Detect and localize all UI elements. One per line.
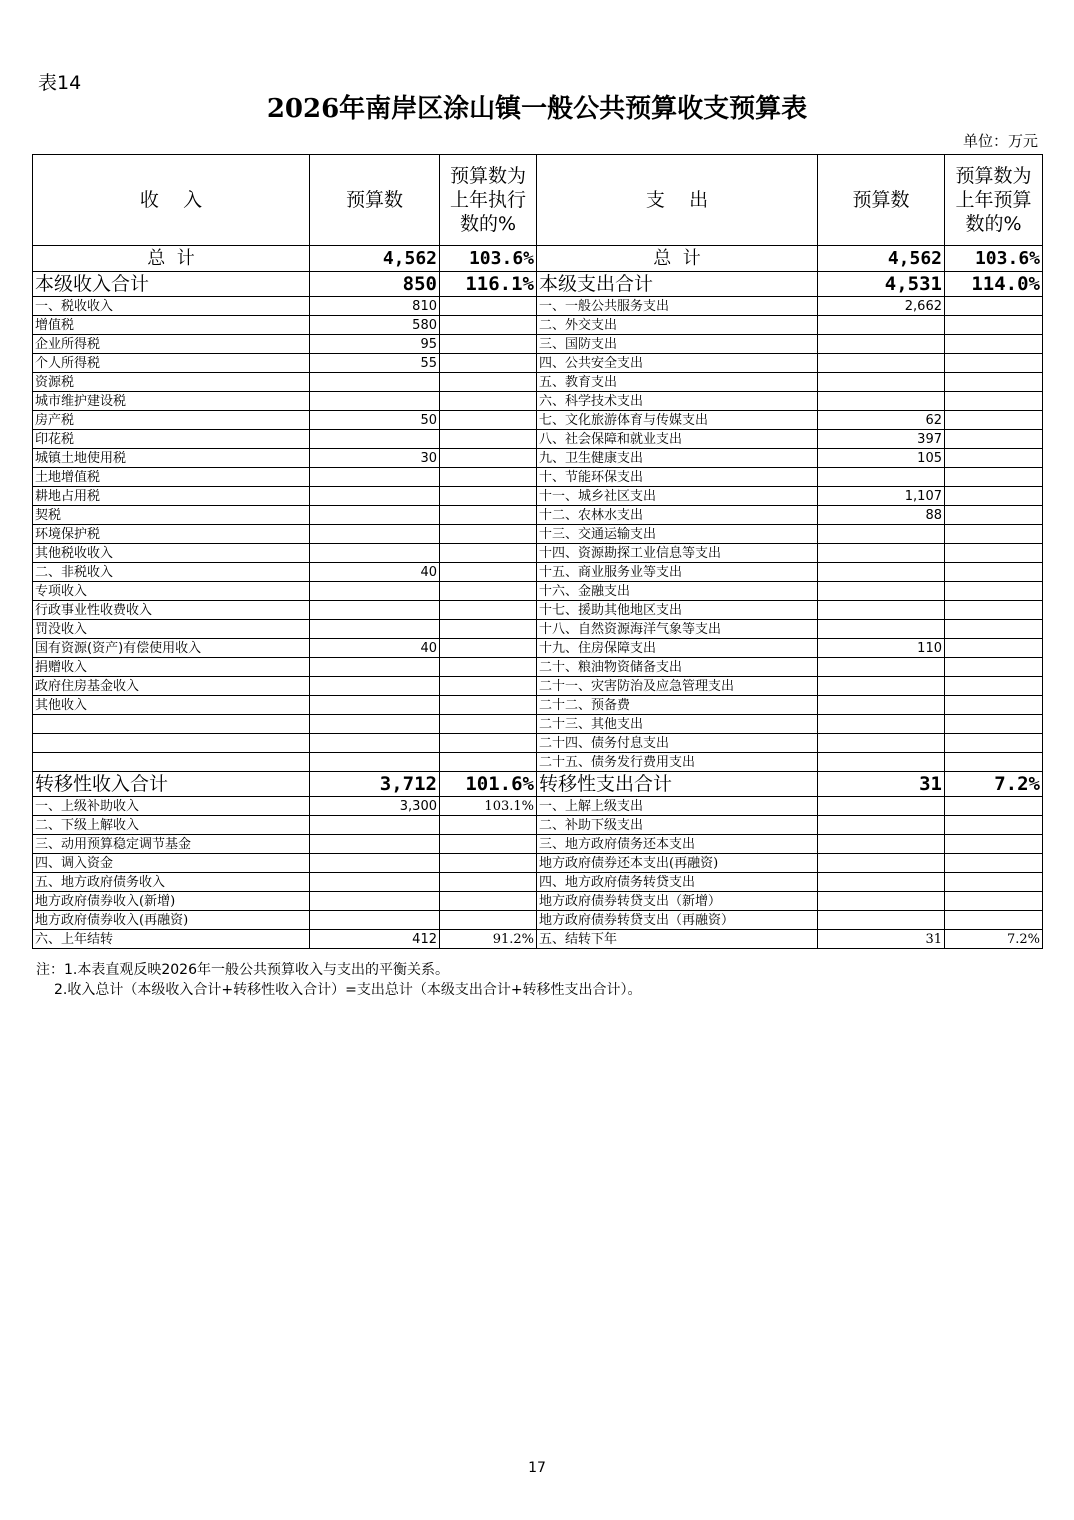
expense-budget [818, 468, 945, 487]
income-budget [310, 525, 440, 544]
income-budget: 40 [310, 563, 440, 582]
expense-budget: 2,662 [818, 297, 945, 316]
expense-budget [818, 392, 945, 411]
income-budget [310, 816, 440, 835]
expense-pct [945, 658, 1043, 677]
header-income-pct: 预算数为上年执行数的% [440, 155, 537, 246]
income-item [33, 715, 310, 734]
table-row [33, 677, 1043, 696]
expense-budget [818, 911, 945, 930]
transfer-income-pct: 101.6% [440, 772, 537, 797]
income-budget [310, 620, 440, 639]
expense-pct [945, 582, 1043, 601]
header-expense-budget: 预算数 [818, 155, 945, 246]
income-budget: 412 [310, 930, 440, 949]
expense-budget: 105 [818, 449, 945, 468]
expense-item: 十、节能环保支出 [537, 468, 818, 487]
expense-item: 八、社会保障和就业支出 [537, 430, 818, 449]
expense-pct [945, 411, 1043, 430]
unit-label: 单位：万元 [962, 132, 1038, 150]
table-row [33, 430, 1043, 449]
income-budget [310, 677, 440, 696]
expense-pct [945, 506, 1043, 525]
expense-item: 十九、住房保障支出 [537, 639, 818, 658]
income-budget: 3,300 [310, 797, 440, 816]
expense-budget [818, 525, 945, 544]
income-pct: 103.1% [440, 797, 537, 816]
header-income: 收 入 [33, 155, 310, 246]
income-item: 一、上级补助收入 [33, 797, 310, 816]
expense-item: 一、上解上级支出 [537, 797, 818, 816]
header-expense: 支 出 [537, 155, 818, 246]
income-budget [310, 873, 440, 892]
income-item [33, 734, 310, 753]
table-row [33, 392, 1043, 411]
total-expense-pct: 103.6% [945, 246, 1043, 272]
income-budget [310, 658, 440, 677]
table-number: 表14 [38, 72, 82, 94]
expense-item: 十二、农林水支出 [537, 506, 818, 525]
expense-budget [818, 316, 945, 335]
income-budget [310, 582, 440, 601]
local-income-label: 本级收入合计 [33, 272, 310, 297]
income-pct [440, 816, 537, 835]
income-budget: 580 [310, 316, 440, 335]
income-pct [440, 620, 537, 639]
expense-budget [818, 658, 945, 677]
table-row [33, 696, 1043, 715]
local-expense-budget: 4,531 [818, 272, 945, 297]
income-item: 地方政府债券收入(新增) [33, 892, 310, 911]
expense-budget [818, 677, 945, 696]
expense-pct [945, 715, 1043, 734]
table-row [33, 873, 1043, 892]
expense-budget: 62 [818, 411, 945, 430]
expense-budget: 1,107 [818, 487, 945, 506]
income-item: 土地增值税 [33, 468, 310, 487]
income-item: 五、地方政府债务收入 [33, 873, 310, 892]
transfer-income-label: 转移性收入合计 [33, 772, 310, 797]
income-budget: 30 [310, 449, 440, 468]
table-row [33, 797, 1043, 816]
table-row [33, 658, 1043, 677]
grand-total-row [33, 246, 1043, 272]
expense-budget [818, 354, 945, 373]
expense-item: 六、科学技术支出 [537, 392, 818, 411]
expense-budget [818, 816, 945, 835]
expense-item: 二十四、债务付息支出 [537, 734, 818, 753]
expense-item: 地方政府债券还本支出(再融资) [537, 854, 818, 873]
income-pct [440, 854, 537, 873]
expense-item: 五、结转下年 [537, 930, 818, 949]
expense-budget [818, 873, 945, 892]
income-pct: 91.2% [440, 930, 537, 949]
expense-item: 二十二、预备费 [537, 696, 818, 715]
table-row [33, 911, 1043, 930]
income-item: 政府住房基金收入 [33, 677, 310, 696]
expense-item: 十六、金融支出 [537, 582, 818, 601]
page-title: 2026年南岸区涂山镇一般公共预算收支预算表 [266, 94, 808, 124]
income-budget [310, 430, 440, 449]
income-budget [310, 835, 440, 854]
income-pct [440, 525, 537, 544]
income-pct [440, 734, 537, 753]
expense-item: 二十一、灾害防治及应急管理支出 [537, 677, 818, 696]
expense-budget [818, 696, 945, 715]
expense-pct [945, 677, 1043, 696]
total-income-pct: 103.6% [440, 246, 537, 272]
table-row [33, 316, 1043, 335]
income-pct [440, 297, 537, 316]
table-row [33, 715, 1043, 734]
table-row [33, 525, 1043, 544]
table-row [33, 563, 1043, 582]
expense-pct [945, 601, 1043, 620]
expense-pct [945, 873, 1043, 892]
local-total-row [33, 272, 1043, 297]
expense-budget [818, 601, 945, 620]
expense-budget [818, 892, 945, 911]
income-pct [440, 753, 537, 772]
table-row [33, 297, 1043, 316]
expense-pct [945, 835, 1043, 854]
expense-item: 二、外交支出 [537, 316, 818, 335]
local-income-budget: 850 [310, 272, 440, 297]
income-item: 行政事业性收费收入 [33, 601, 310, 620]
income-item: 国有资源(资产)有偿使用收入 [33, 639, 310, 658]
income-item: 印花税 [33, 430, 310, 449]
expense-budget [818, 563, 945, 582]
table-row [33, 639, 1043, 658]
income-item: 耕地占用税 [33, 487, 310, 506]
expense-budget [818, 544, 945, 563]
income-budget [310, 544, 440, 563]
expense-item: 一、一般公共服务支出 [537, 297, 818, 316]
income-item: 专项收入 [33, 582, 310, 601]
income-item: 房产税 [33, 411, 310, 430]
expense-item: 十八、自然资源海洋气象等支出 [537, 620, 818, 639]
income-pct [440, 835, 537, 854]
income-pct [440, 430, 537, 449]
expense-item: 二、补助下级支出 [537, 816, 818, 835]
income-budget [310, 601, 440, 620]
income-budget [310, 892, 440, 911]
header-row [33, 155, 1043, 246]
expense-budget: 31 [818, 930, 945, 949]
income-budget [310, 753, 440, 772]
expense-item: 地方政府债券转贷支出（再融资） [537, 911, 818, 930]
expense-item: 十七、援助其他地区支出 [537, 601, 818, 620]
expense-pct [945, 487, 1043, 506]
income-item [33, 753, 310, 772]
income-budget: 55 [310, 354, 440, 373]
table-row [33, 506, 1043, 525]
income-budget [310, 392, 440, 411]
expense-pct [945, 892, 1043, 911]
income-item: 其他收入 [33, 696, 310, 715]
income-pct [440, 449, 537, 468]
income-budget [310, 506, 440, 525]
expense-pct [945, 563, 1043, 582]
note-line-1: 注：1.本表直观反映2026年一般公共预算收入与支出的平衡关系。 [36, 962, 449, 978]
income-budget [310, 373, 440, 392]
income-budget [310, 854, 440, 873]
income-item: 罚没收入 [33, 620, 310, 639]
income-item: 其他税收收入 [33, 544, 310, 563]
table-row [33, 487, 1043, 506]
table-row [33, 544, 1043, 563]
income-pct [440, 373, 537, 392]
income-pct [440, 335, 537, 354]
income-pct [440, 715, 537, 734]
income-budget [310, 715, 440, 734]
expense-pct [945, 468, 1043, 487]
total-income-budget: 4,562 [310, 246, 440, 272]
expense-item: 四、地方政府债务转贷支出 [537, 873, 818, 892]
expense-pct [945, 525, 1043, 544]
income-item: 城市维护建设税 [33, 392, 310, 411]
expense-budget: 397 [818, 430, 945, 449]
income-item: 二、非税收入 [33, 563, 310, 582]
income-pct [440, 354, 537, 373]
header-income-budget: 预算数 [310, 155, 440, 246]
expense-item: 五、教育支出 [537, 373, 818, 392]
expense-item: 四、公共安全支出 [537, 354, 818, 373]
table-row [33, 753, 1043, 772]
expense-item: 三、国防支出 [537, 335, 818, 354]
expense-item: 十三、交通运输支出 [537, 525, 818, 544]
table-row [33, 449, 1043, 468]
expense-pct [945, 797, 1043, 816]
expense-budget: 88 [818, 506, 945, 525]
income-pct [440, 392, 537, 411]
expense-pct [945, 734, 1043, 753]
expense-item: 二十、粮油物资储备支出 [537, 658, 818, 677]
expense-pct [945, 620, 1043, 639]
expense-pct [945, 753, 1043, 772]
transfer-expense-label: 转移性支出合计 [537, 772, 818, 797]
expense-item: 十四、资源勘探工业信息等支出 [537, 544, 818, 563]
table-row [33, 620, 1043, 639]
table-row [33, 734, 1043, 753]
income-item: 城镇土地使用税 [33, 449, 310, 468]
expense-pct: 7.2% [945, 930, 1043, 949]
income-budget: 50 [310, 411, 440, 430]
table-row [33, 892, 1043, 911]
transfer-total-row [33, 772, 1043, 797]
expense-item: 七、文化旅游体育与传媒支出 [537, 411, 818, 430]
expense-pct [945, 335, 1043, 354]
income-item: 资源税 [33, 373, 310, 392]
expense-pct [945, 297, 1043, 316]
income-pct [440, 468, 537, 487]
income-pct [440, 316, 537, 335]
income-budget [310, 734, 440, 753]
income-item: 一、税收收入 [33, 297, 310, 316]
income-pct [440, 601, 537, 620]
income-pct [440, 892, 537, 911]
expense-pct [945, 373, 1043, 392]
expense-item: 地方政府债券转贷支出（新增） [537, 892, 818, 911]
expense-item: 二十三、其他支出 [537, 715, 818, 734]
income-item: 个人所得税 [33, 354, 310, 373]
table-row [33, 930, 1043, 949]
table-row [33, 354, 1043, 373]
income-pct [440, 873, 537, 892]
income-item: 六、上年结转 [33, 930, 310, 949]
income-pct [440, 544, 537, 563]
expense-budget [818, 373, 945, 392]
local-expense-pct: 114.0% [945, 272, 1043, 297]
income-item: 企业所得税 [33, 335, 310, 354]
page-number: 17 [528, 1460, 546, 1476]
expense-item: 十一、城乡社区支出 [537, 487, 818, 506]
table-row [33, 601, 1043, 620]
income-budget: 40 [310, 639, 440, 658]
expense-budget [818, 335, 945, 354]
header-expense-pct: 预算数为上年预算数的% [945, 155, 1043, 246]
transfer-expense-budget: 31 [818, 772, 945, 797]
income-item: 四、调入资金 [33, 854, 310, 873]
income-pct [440, 582, 537, 601]
expense-pct [945, 854, 1043, 873]
transfer-expense-pct: 7.2% [945, 772, 1043, 797]
income-budget [310, 487, 440, 506]
income-pct [440, 639, 537, 658]
table-row [33, 582, 1043, 601]
expense-pct [945, 430, 1043, 449]
table-row [33, 468, 1043, 487]
expense-item: 十五、商业服务业等支出 [537, 563, 818, 582]
notes [36, 960, 642, 1000]
income-pct [440, 487, 537, 506]
income-budget: 810 [310, 297, 440, 316]
income-budget: 95 [310, 335, 440, 354]
expense-budget [818, 620, 945, 639]
expense-pct [945, 449, 1043, 468]
note-line-2: 2.收入总计（本级收入合计+转移性收入合计）=支出总计（本级支出合计+转移性支出合计）。 [54, 982, 642, 998]
income-pct [440, 658, 537, 677]
income-item: 环境保护税 [33, 525, 310, 544]
total-income-label: 总 计 [33, 246, 310, 272]
income-pct [440, 411, 537, 430]
total-expense-label: 总 计 [537, 246, 818, 272]
income-pct [440, 911, 537, 930]
expense-pct [945, 354, 1043, 373]
income-pct [440, 563, 537, 582]
transfer-income-budget: 3,712 [310, 772, 440, 797]
table-row [33, 373, 1043, 392]
income-pct [440, 506, 537, 525]
expense-pct [945, 816, 1043, 835]
income-budget [310, 911, 440, 930]
income-budget [310, 696, 440, 715]
income-pct [440, 677, 537, 696]
expense-item: 九、卫生健康支出 [537, 449, 818, 468]
expense-budget [818, 753, 945, 772]
expense-pct [945, 316, 1043, 335]
income-item: 增值税 [33, 316, 310, 335]
income-item: 三、动用预算稳定调节基金 [33, 835, 310, 854]
expense-budget [818, 715, 945, 734]
income-budget [310, 468, 440, 487]
table-row [33, 816, 1043, 835]
income-item: 契税 [33, 506, 310, 525]
expense-pct [945, 392, 1043, 411]
local-income-pct: 116.1% [440, 272, 537, 297]
expense-budget [818, 797, 945, 816]
income-item: 捐赠收入 [33, 658, 310, 677]
expense-pct [945, 696, 1043, 715]
expense-pct [945, 639, 1043, 658]
total-expense-budget: 4,562 [818, 246, 945, 272]
local-expense-label: 本级支出合计 [537, 272, 818, 297]
expense-pct [945, 544, 1043, 563]
expense-budget: 110 [818, 639, 945, 658]
income-pct [440, 696, 537, 715]
table-row [33, 854, 1043, 873]
budget-table [32, 154, 1043, 949]
expense-pct [945, 911, 1043, 930]
table-row [33, 835, 1043, 854]
income-item: 二、下级上解收入 [33, 816, 310, 835]
expense-budget [818, 854, 945, 873]
expense-item: 二十五、债务发行费用支出 [537, 753, 818, 772]
expense-budget [818, 582, 945, 601]
expense-budget [818, 734, 945, 753]
expense-item: 三、地方政府债务还本支出 [537, 835, 818, 854]
expense-budget [818, 835, 945, 854]
income-item: 地方政府债券收入(再融资) [33, 911, 310, 930]
table-row [33, 335, 1043, 354]
table-row [33, 411, 1043, 430]
